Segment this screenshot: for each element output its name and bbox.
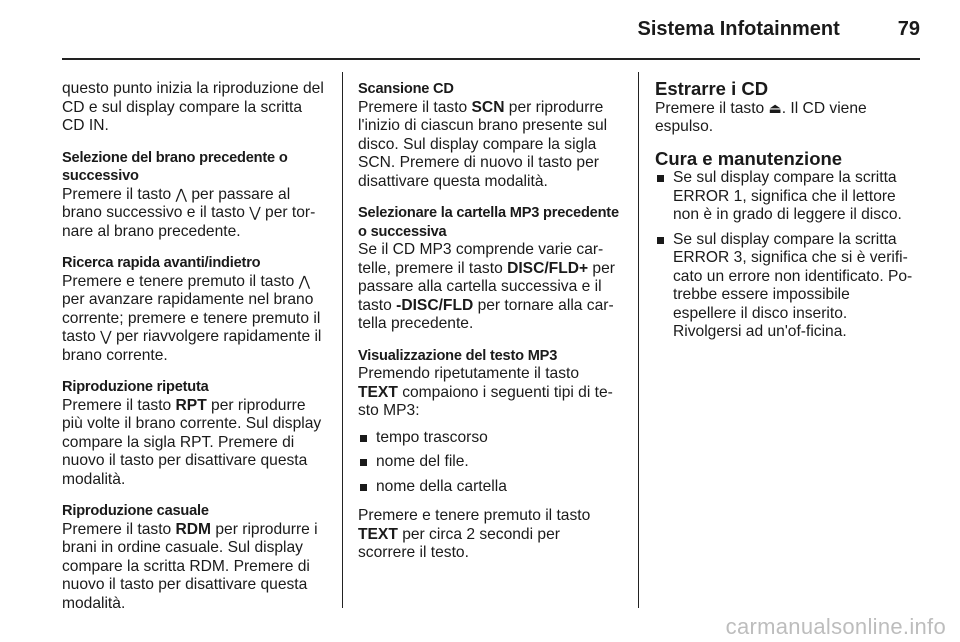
list-item: Se sul display compare la scritta ERROR 3, significa che si è verifi-cato un errore non identificato. Po-trebbe essere impossibile espellere il disco inserito. Rivolgersi ad un'of-ficina. xyxy=(655,231,917,342)
down-arrow-icon: ⋁ xyxy=(249,205,261,221)
list-item: Se sul display compare la scritta ERROR 1, significa che il lettore non è in grado di leggere il disco. xyxy=(655,169,917,225)
section-heading: Selezionare la cartella MP3 precedente o successiva xyxy=(358,205,619,240)
eject-icon: ⏏ xyxy=(768,100,782,117)
section-repeat: Riproduzione ripetuta Premere il tasto RPT per riprodurre più volte il brano corrente. Sul display compare la sigla RPT. Premere di nuovo il tasto per disattivare questa modalità. xyxy=(62,378,324,489)
watermark: carmanualsonline.info xyxy=(725,614,946,639)
mp3-text-list xyxy=(358,429,620,497)
up-arrow-icon: ⋀ xyxy=(175,186,188,203)
section-heading: Riproduzione ripetuta xyxy=(62,379,209,395)
list-item: nome della cartella xyxy=(358,478,620,497)
column-3 xyxy=(655,80,917,353)
up-arrow-icon: ⋀ xyxy=(298,273,311,290)
section-heading: Scansione CD xyxy=(358,81,454,97)
key-label: SCN xyxy=(471,98,505,116)
section-fast-search: Ricerca rapida avanti/indietro Premere e tenere premuto il tasto ⋀ per avanzare rapidamente nel brano corrente; premere e tenere premuto il tasto ⋁ per riavvolgere rapidamente il brano corrente. xyxy=(62,254,324,365)
section-shuffle: Riproduzione casuale Premere il tasto RDM per riprodurre i brani in ordine casuale. Sul display compare la scritta RDM. Premere di nuovo il tasto per disattivare questa modalità. xyxy=(62,502,324,613)
key-label: TEXT xyxy=(358,383,398,401)
section-care xyxy=(655,147,917,342)
section-mp3-folder: Selezionare la cartella MP3 precedente o successiva Se il CD MP3 comprende varie car-telle, premere il tasto DISC/FLD+ per passare alla cartella successiva e il tasto -DISC/FLD per tornare alla car-tella precedente. xyxy=(358,205,619,332)
key-label: DISC/FLD+ xyxy=(507,259,589,277)
page-header xyxy=(637,18,920,41)
section-scan: Scansione CD Premere il tasto SCN per riprodurre l'inizio di ciascun brano presente sul disco. Sul display compare la sigla SCN. Premere di nuovo il tasto per disattivare questa modalità. xyxy=(358,80,620,191)
section-heading: Selezione del brano precedente o successivo xyxy=(62,149,288,184)
page-number: 79 xyxy=(897,18,920,40)
scroll-text-paragraph: Premere e tenere premuto il tasto TEXT per circa 2 secondi per scorrere il testo. xyxy=(358,507,591,561)
column-2 xyxy=(358,80,620,576)
section-track-select: Selezione del brano precedente o successivo Premere il tasto ⋀ per passare al brano successivo e il tasto ⋁ per tor-nare al brano precedente. xyxy=(62,149,324,242)
header-title: Sistema Infotainment xyxy=(637,18,840,40)
section-heading: Cura e manutenzione xyxy=(655,147,843,169)
section-heading: Riproduzione casuale xyxy=(62,503,209,519)
key-label: -DISC/FLD xyxy=(396,296,474,314)
section-heading: Estrarre i CD xyxy=(655,78,769,99)
care-list xyxy=(655,169,917,342)
intro-text: questo punto inizia la riproduzione del CD e sul display compare la scritta CD IN. xyxy=(62,80,324,134)
key-label: RPT xyxy=(175,396,207,414)
key-label: RDM xyxy=(175,520,212,538)
list-item: nome del file. xyxy=(358,453,620,472)
column-divider-2 xyxy=(638,72,639,608)
section-heading: Visualizzazione del testo MP3 xyxy=(358,347,558,364)
section-mp3-text: Visualizzazione del testo MP3 Premendo ripetutamente il tasto TEXT compaiono i seguenti tipi di te-sto MP3: xyxy=(358,347,620,421)
section-heading: Ricerca rapida avanti/indietro xyxy=(62,255,261,271)
column-divider-1 xyxy=(342,72,343,608)
header-rule xyxy=(62,58,920,60)
down-arrow-icon: ⋁ xyxy=(100,329,112,345)
key-label: TEXT xyxy=(358,525,398,543)
section-eject: Estrarre i CD Premere il tasto ⏏. Il CD viene espulso. xyxy=(655,80,917,137)
column-1 xyxy=(62,80,324,626)
list-item: tempo trascorso xyxy=(358,429,620,448)
